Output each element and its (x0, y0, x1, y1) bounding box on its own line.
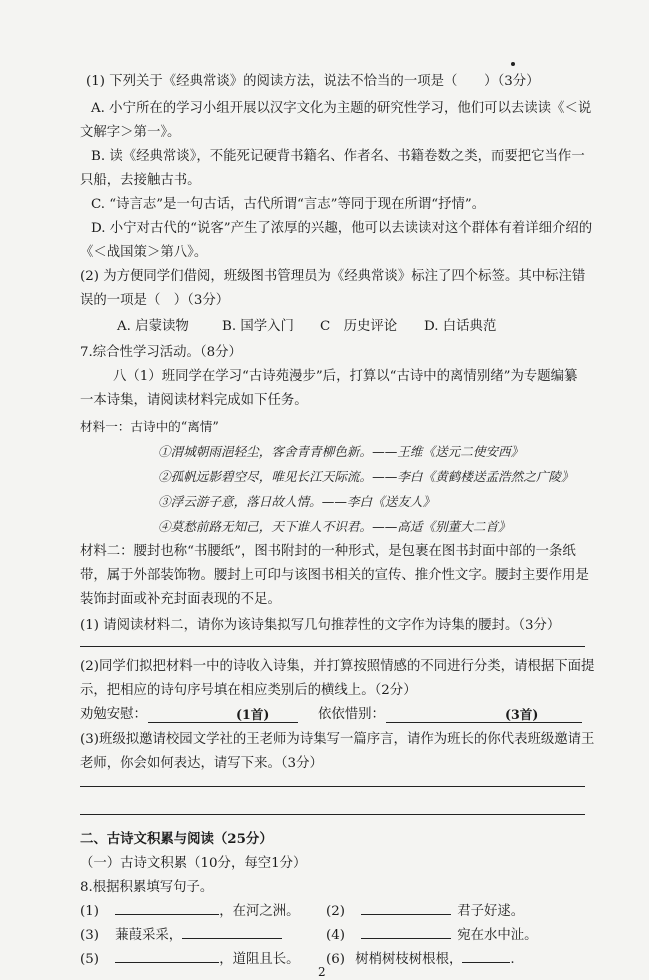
q6-part2-option-a: A. 启蒙读物 (117, 319, 189, 334)
fill-blank (115, 962, 219, 963)
poem-3: ③浮云游子意，落日故人情。——李白《送友人》 (158, 494, 436, 509)
q6-part2-option-d: D. 白话典范 (424, 319, 497, 334)
material-two: 材料二：腰封也称“书腰纸”，图书附封的一种形式，是包裹在图书封面中部的一条纸 (80, 544, 576, 559)
category-farewell-blank (386, 722, 582, 723)
category-comfort-label: 劝勉安慰： (80, 707, 147, 722)
q6-part2-stem: (2) 为方便同学们借阅，班级图书管理员为《经典常谈》标注了四个标签。其中标注错 (80, 269, 586, 284)
poem-4: ④莫愁前路无知己，天下谁人不识君。——高适《别董大二首》 (158, 519, 511, 534)
ink-dot (511, 62, 515, 66)
poem-2: ②孤帆远影碧空尽，唯见长江天际流。——李白《黄鹤楼送孟浩然之广陵》 (158, 469, 574, 484)
q6-part2-stem-cont: 误的一项是（ ）（3分） (80, 293, 230, 308)
fill-item-text: 蒹葭采采， (115, 928, 183, 943)
fill-item (80, 951, 300, 969)
fill-blank (361, 914, 451, 915)
q6-option-d-cont: 《＜战国策＞第八》。 (80, 245, 208, 260)
category-comfort-blank (148, 722, 298, 723)
fill-item-number: (1) (80, 904, 99, 919)
q7-intro-cont: 一本诗集，请阅读材料完成如下任务。 (80, 393, 308, 408)
fill-blank (361, 938, 451, 939)
q7-title: 7.综合性学习活动。（8分） (80, 345, 242, 360)
q6-option-a: A. 小宁所在的学习小组开展以汉字文化为主题的研究性学习，他们可以去读读《＜说 (91, 101, 592, 116)
q6-part2-option-b: B. 国学入门 (222, 319, 294, 334)
fill-item: (6) 树梢树枝树根根， . (326, 952, 515, 967)
q6-part1-stem: (1) 下列关于《经典常谈》的阅读方法，说法不恰当的一项是（ ）（3分） (86, 74, 540, 89)
fill-blank (182, 938, 282, 939)
section-two-title: 二、古诗文积累与阅读（25分） (80, 831, 273, 847)
category-farewell-note: (3首) (505, 707, 539, 722)
answer-line (80, 646, 585, 647)
q6-part2-option-c: C 历史评论 (320, 319, 398, 334)
q8-instruction: 8.根据积累填写句子。 (80, 880, 214, 895)
fill-item-text: 君子好逑。 (457, 904, 525, 919)
fill-blank (115, 914, 219, 915)
fill-item-number: (2) (326, 904, 345, 919)
q6-option-a-cont: 文解字＞第一》。 (80, 125, 181, 140)
fill-item-number: (6) (326, 952, 345, 967)
fill-item-text: 宛在水中沚。 (457, 928, 538, 943)
q6-option-b-cont: 只船，去接触古书。 (80, 173, 201, 188)
fill-item (326, 903, 524, 921)
q7-sub3: (3)班级拟邀请校园文学社的王老师为诗集写一篇序言，请作为班长的你代表班级邀请王 (80, 732, 595, 747)
category-comfort-note: (1首) (236, 707, 270, 722)
poem-1: ①渭城朝雨浥轻尘，客舍青青柳色新。——王维《送元二使安西》 (158, 444, 524, 459)
material-two-cont-2: 装饰封面或补充封面表现的不足。 (80, 592, 281, 607)
fill-item (326, 927, 538, 945)
q7-intro: 八（1）班同学在学习“古诗苑漫步”后，打算以“古诗中的离情别绪”为专题编纂 (113, 369, 578, 384)
section-two-subtitle: （一）古诗文积累（10分，每空1分） (80, 856, 307, 871)
fill-blank (462, 962, 510, 963)
q7-sub2-cont: 示，把相应的诗句序号填在相应类别后的横线上。（2分） (80, 683, 417, 698)
fill-item-number: (4) (326, 928, 345, 943)
fill-item-number: (5) (80, 952, 99, 967)
q6-option-d: D. 小宁对古代的“说客”产生了浓厚的兴趣，他可以去读读对这个群体有着详细介绍的 (91, 221, 593, 236)
fill-item-number: (3) (80, 928, 99, 943)
fill-item-text: ，道阻且长。 (219, 952, 300, 967)
q7-sub2: (2)同学们拟把材料一中的诗收入诗集，并打算按照情感的不同进行分类，请根据下面提 (80, 659, 595, 674)
q6-option-b: B. 读《经典常谈》，不能死记硬背书籍名、作者名、书籍卷数之类，而要把它当作一 (91, 149, 585, 164)
material-one-label: 材料一：古诗中的“离情” (80, 419, 219, 434)
answer-line (80, 786, 585, 787)
category-farewell-label: 依依惜别： (318, 707, 385, 722)
fill-item-text: ，在河之洲。 (219, 904, 300, 919)
fill-item-text: 树梢树枝树根根， (355, 952, 463, 967)
q7-sub3-cont: 老师，你会如何表达，请写下来。（3分） (80, 756, 323, 771)
material-two-cont-1: 带，属于外部装饰物。腰封上可印与该图书相关的宣传、推介性文字。腰封主要作用是 (80, 568, 589, 583)
q6-option-c: C. “诗言志”是一句古话，古代所谓“言志”等同于现在所谓“抒情”。 (91, 197, 486, 212)
fill-item (80, 927, 282, 945)
q7-sub1: (1) 请阅读材料二，请你为该诗集拟写几句推荐性的文字作为诗集的腰封。（3分） (80, 618, 561, 633)
fill-item (80, 903, 300, 921)
page-number: 2 (318, 965, 326, 979)
answer-line (80, 814, 585, 815)
